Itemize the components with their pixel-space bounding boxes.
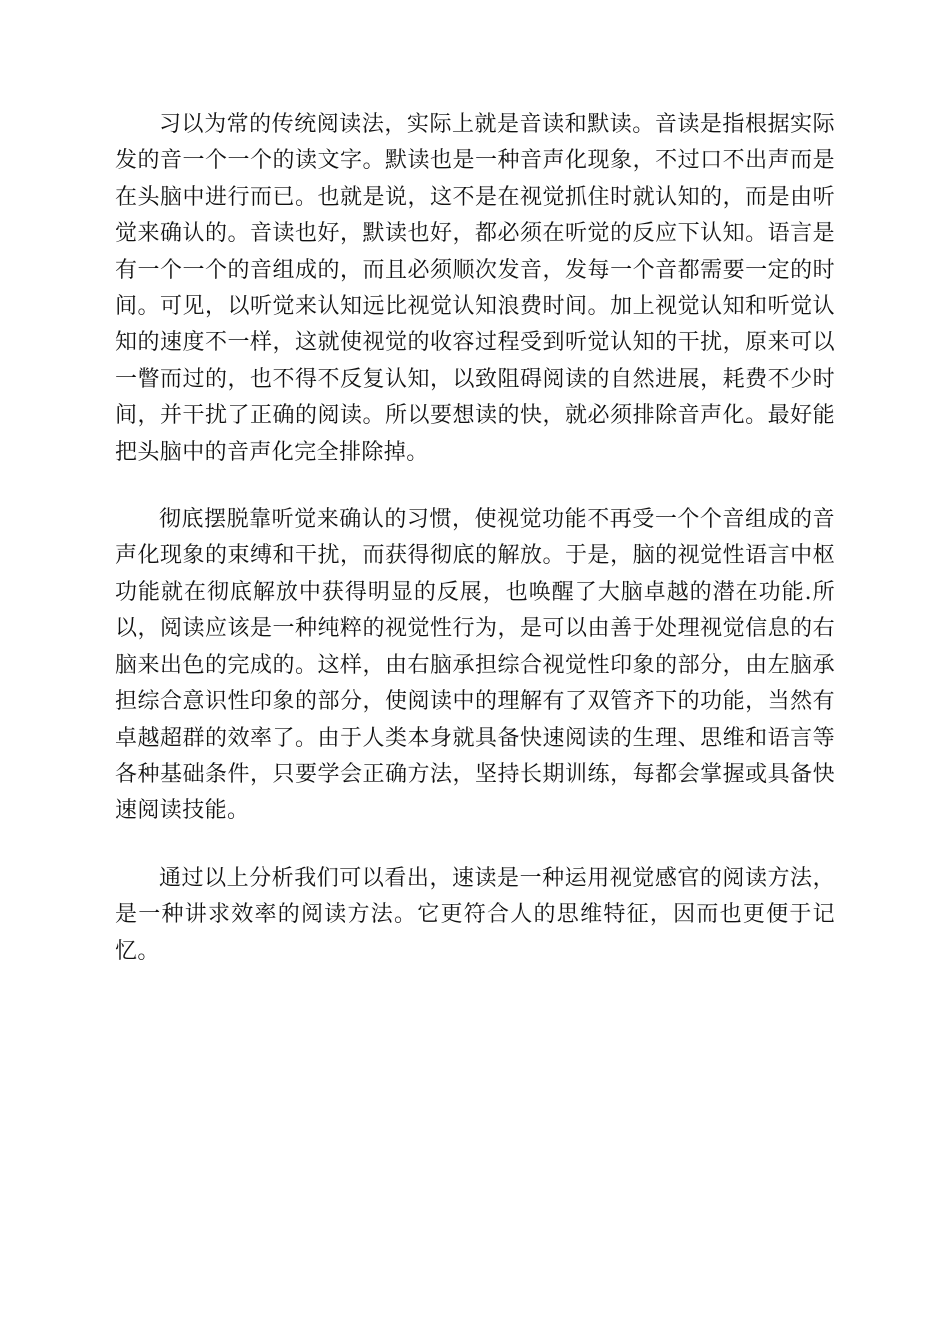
paragraph-2: 彻底摆脱靠听觉来确认的习惯，使视觉功能不再受一个个音组成的音声化现象的束缚和干扰，而获得彻底的解放。于是，脑的视觉性语言中枢功能就在彻底解放中获得明显的反展，也唤醒了大脑卓越的潜在功能.所以，阅读应该是一种纯粹的视觉性行为，是可以由善于处理视觉信息的右脑来出色的完成的。这样，由右脑承担综合视觉性印象的部分，由左脑承担综合意识性印象的部分，使阅读中的理解有了双管齐下的功能，当然有卓越超群的效率了。由于人类本身就具备快速阅读的生理、思维和语言等各种基础条件，只要学会正确方法，坚持长期训练，每都会掌握或具备快速阅读技能。 xyxy=(115,507,835,824)
paragraph-1: 习以为常的传统阅读法，实际上就是音读和默读。音读是指根据实际发的音一个一个的读文字。默读也是一种音声化现象，不过口不出声而是在头脑中进行而已。也就是说，这不是在视觉抓住时就认知的，而是由听觉来确认的。音读也好，默读也好，都必须在听觉的反应下认知。语言是有一个一个的音组成的，而且必须顺次发音，发每一个音都需要一定的时间。可见，以听觉来认知远比视觉认知浪费时间。加上视觉认知和听觉认知的速度不一样，这就使视觉的收容过程受到听觉认知的干扰，原来可以一瞥而过的，也不得不反复认知，以致阻碍阅读的自然进展，耗费不少时间，并干扰了正确的阅读。所以要想读的快，就必须排除音声化。最好能把头脑中的音声化完全排除掉。 xyxy=(115,112,835,465)
document-body xyxy=(115,107,835,970)
paragraph-3: 通过以上分析我们可以看出，速读是一种运用视觉感官的阅读方法，是一种讲求效率的阅读方法。它更符合人的思维特征，因而也更便于记忆。 xyxy=(115,865,835,964)
